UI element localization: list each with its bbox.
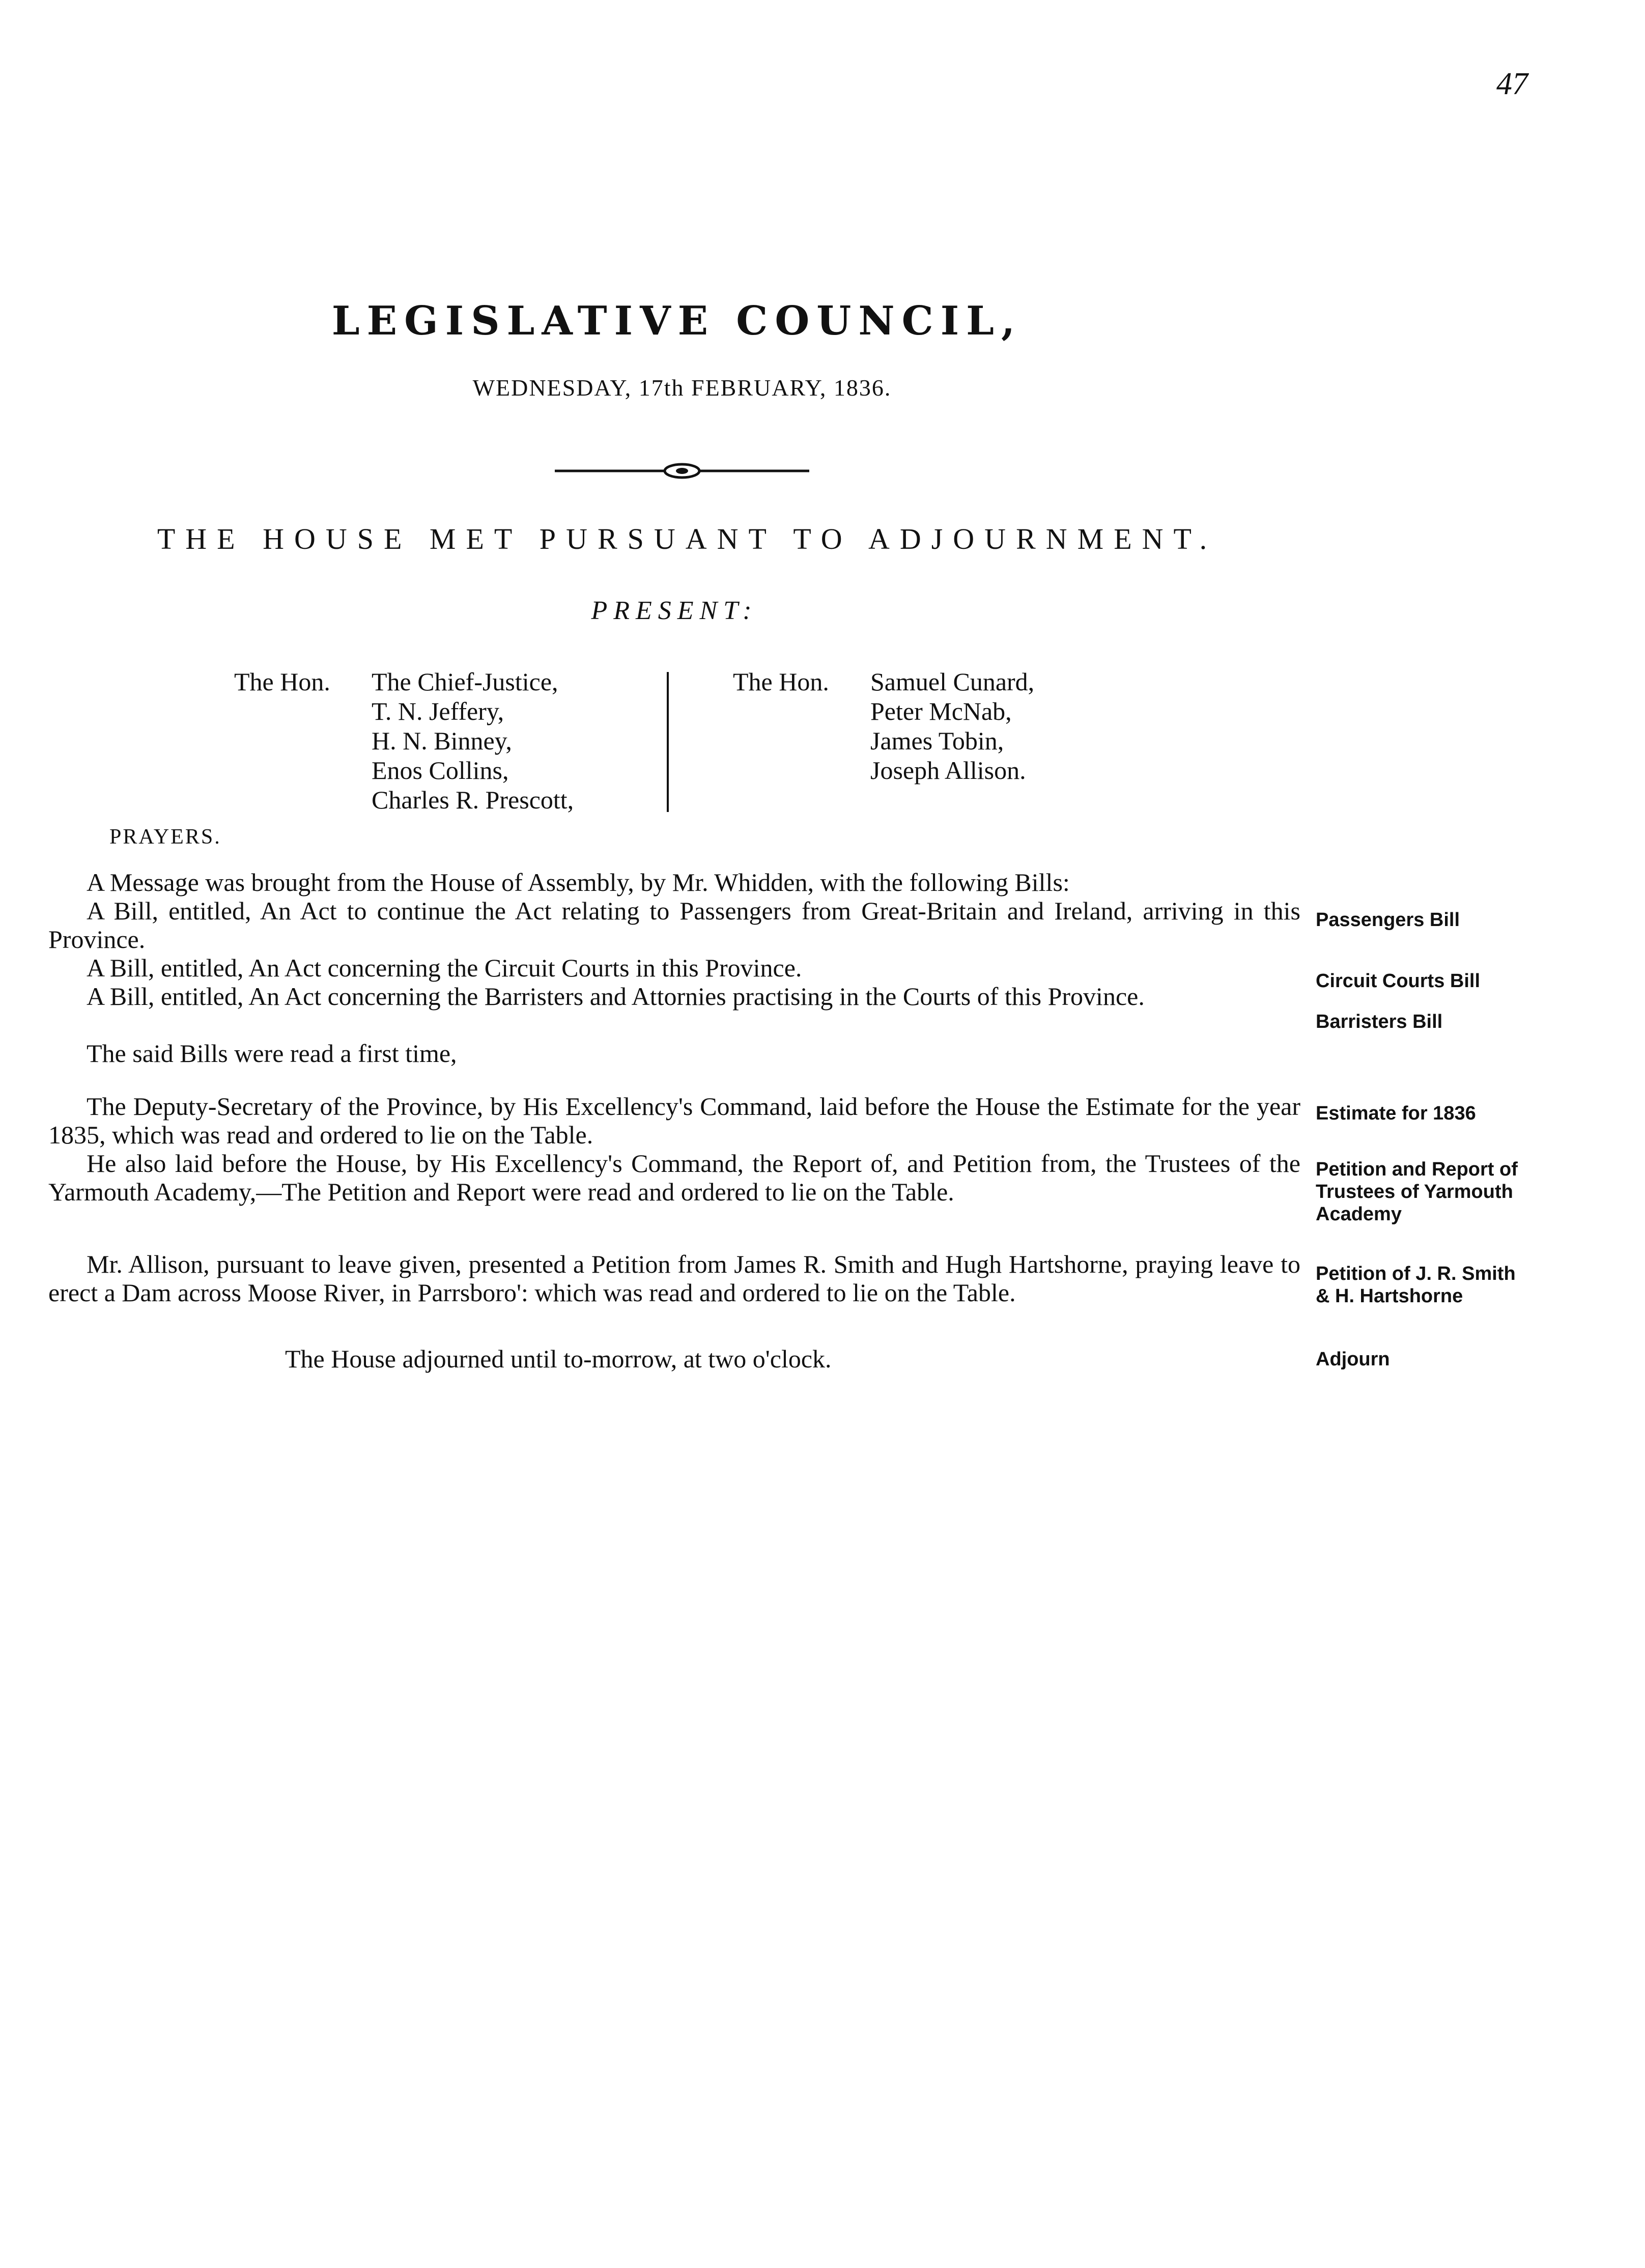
- member-name: Charles R. Prescott,: [372, 786, 574, 814]
- margin-note-petition-report: Petition and Report of Trustees of Yarmouth Academy: [1316, 1159, 1518, 1225]
- paragraph-text: Mr. Allison, pursuant to leave given, presented a Petition from James R. Smith and Hugh Hartshorne, praying leave to erect a Dam across Moose River, in Parrsboro': which was read and ordered to lie on the Table.: [48, 1250, 1300, 1307]
- member-name: H. N. Binney,: [372, 726, 512, 755]
- session-heading: THE HOUSE MET PURSUANT TO ADJOURNMENT.: [157, 522, 1217, 555]
- paragraph-text: He also laid before the House, by His Excellency's Command, the Report of, and Petition from, the Trustees of the Yarmouth Academy,—The Petition and Report were read and ordered to lie on the Table.: [48, 1149, 1300, 1206]
- margin-note-passengers: Passengers Bill: [1316, 909, 1460, 931]
- paragraph: [48, 982, 1300, 1011]
- page-number: 47: [1496, 67, 1528, 101]
- member-name: Peter McNab,: [870, 697, 1012, 725]
- column-divider: [667, 672, 669, 812]
- paragraph-text: A Bill, entitled, An Act to continue the Act relating to Passengers from Great-Britain and Ireland, arriving in this Province.: [48, 897, 1300, 954]
- paragraph: [48, 954, 1300, 982]
- margin-note-estimate: Estimate for 1836: [1316, 1103, 1476, 1124]
- member-name: Samuel Cunard,: [870, 667, 1035, 696]
- paragraph-text: The said Bills were read a first time,: [87, 1039, 457, 1068]
- paragraph-text: A Bill, entitled, An Act concerning the Barristers and Attornies practising in the Courts of this Province.: [87, 982, 1145, 1011]
- ornamental-rule: [555, 461, 809, 481]
- member-name: Joseph Allison.: [870, 756, 1026, 785]
- prayers-label: PRAYERS.: [109, 825, 221, 849]
- margin-note-barristers: Barristers Bill: [1316, 1011, 1443, 1032]
- adjournment-text: The House adjourned until to-morrow, at two o'clock.: [285, 1345, 832, 1373]
- paragraph: [48, 897, 1300, 954]
- paragraph-text: A Message was brought from the House of Assembly, by Mr. Whidden, with the following Bills:: [87, 868, 1070, 897]
- member-name: T. N. Jeffery,: [372, 697, 504, 725]
- member-name: James Tobin,: [870, 726, 1004, 755]
- members-right: [733, 667, 1034, 785]
- paragraph-text: The Deputy-Secretary of the Province, by His Excellency's Command, laid before the House the Estimate for the year 1835, which was read and ordered to lie on the Table.: [48, 1092, 1300, 1149]
- margin-note-adjourn: Adjourn: [1316, 1349, 1390, 1370]
- margin-note-petition-smith: Petition of J. R. Smith & H. Hartshorne: [1316, 1263, 1516, 1307]
- present-label: PRESENT:: [591, 596, 758, 625]
- paragraph: [48, 1039, 1300, 1068]
- member-prefix: The Hon.: [234, 667, 330, 696]
- member-name: The Chief-Justice,: [372, 667, 558, 696]
- paragraph: [48, 1250, 1300, 1307]
- paragraph: [48, 868, 1300, 897]
- margin-note-circuit: Circuit Courts Bill: [1316, 970, 1481, 992]
- member-prefix: The Hon.: [733, 667, 829, 696]
- members-left: [234, 667, 574, 815]
- paragraph-text: A Bill, entitled, An Act concerning the Circuit Courts in this Province.: [87, 954, 802, 982]
- session-date: WEDNESDAY, 17th FEBRUARY, 1836.: [472, 375, 892, 401]
- document-title: LEGISLATIVE COUNCIL,: [331, 298, 1023, 344]
- paragraph: [48, 1092, 1300, 1149]
- member-name: Enos Collins,: [372, 756, 509, 785]
- paragraph: [48, 1149, 1300, 1206]
